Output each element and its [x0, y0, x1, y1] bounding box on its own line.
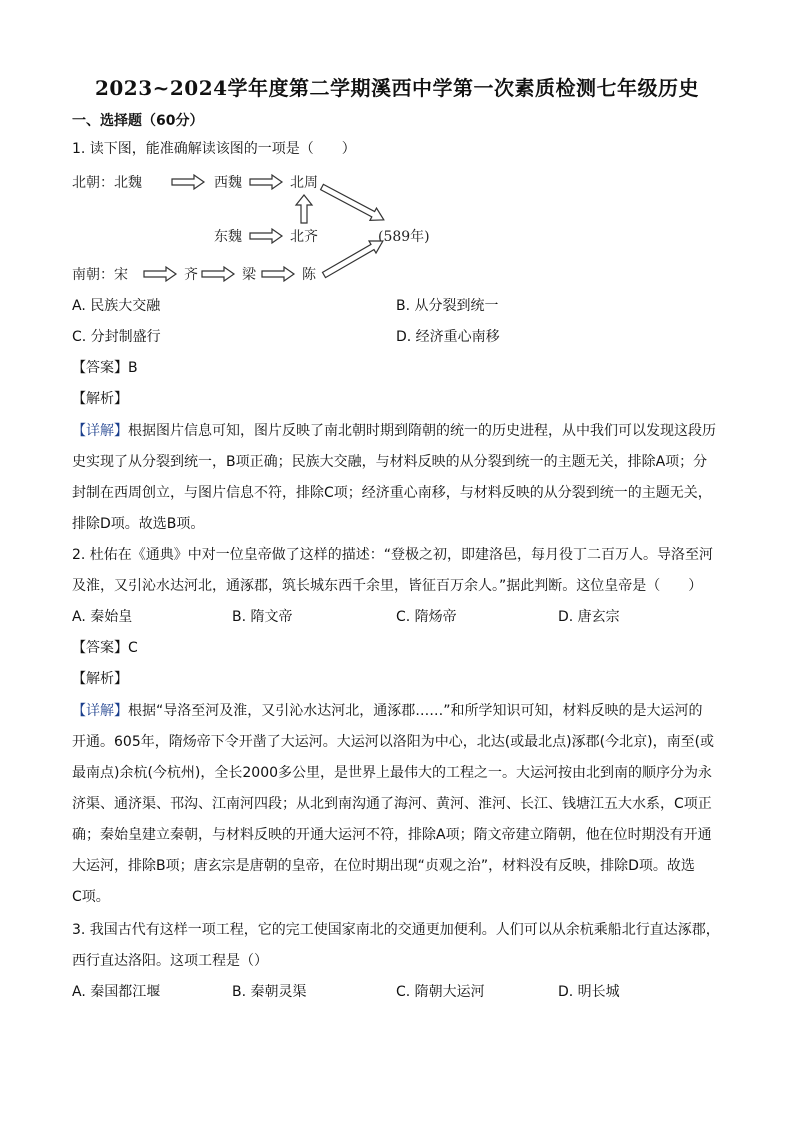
- q2-detail-line-3: 最南点)余杭(今杭州)，全长2000多公里，是世界上最伟大的工程之一。大运河按由北到南的顺序分为永: [72, 765, 713, 781]
- page-title: 2023~2024学年度第二学期溪西中学第一次素质检测七年级历史: [94, 76, 700, 100]
- label-north-zhou: 北周: [290, 175, 318, 191]
- label-chen: 陈: [302, 267, 316, 283]
- q2-stem-line-2: 及淮，又引沁水达河北，通涿郡，筑长城东西千余里，皆征百万余人。”据此判断。这位皇帝是（ ）: [72, 578, 703, 594]
- q2-stem-line-1: 2. 杜佑在《通典》中对一位皇帝做了这样的描述：“登极之初，即建洛邑，每月役丁二百万人。导洛至河: [72, 547, 714, 563]
- q2-option-d: D. 唐玄宗: [558, 609, 620, 625]
- arrow-diagonal-icon: [321, 235, 387, 281]
- q3-option-b: B. 秦朝灵渠: [232, 984, 307, 1000]
- q1-detail-line-2: 史实现了从分裂到统一，B项正确；民族大交融，与材料反映的从分裂到统一的主题无关，排除A项；分: [72, 454, 708, 470]
- q2-option-c: C. 隋炀帝: [396, 609, 457, 625]
- q2-detail-line-4: 济渠、通济渠、邗沟、江南河四段；从北到南沟通了海河、黄河、淮河、长江、钱塘江五大水系，C项正: [72, 796, 712, 812]
- q3-option-d: D. 明长城: [558, 984, 620, 1000]
- q2-detail-line-1: 【详解】根据“导洛至河及淮，又引沁水达河北，通涿郡……”和所学知识可知，材料反映的是大运河的: [72, 703, 703, 719]
- q2-detail-line-5: 确；秦始皇建立秦朝，与材料反映的开通大运河不符，排除A项；隋文帝建立隋朝，他在位时期没有开通: [72, 827, 712, 843]
- arrow-icon: [250, 229, 282, 243]
- q3-stem-line-1: 3. 我国古代有这样一项工程，它的完工使国家南北的交通更加便利。人们可以从余杭乘船北行直达涿郡，: [72, 922, 720, 938]
- detail-tag: 【详解】: [72, 703, 128, 719]
- q1-detail-line-4: 排除D项。故选B项。: [72, 516, 205, 532]
- q3-stem-line-2: 西行直达洛阳。这项工程是（）: [72, 953, 268, 969]
- q1-analysis-label: 【解析】: [72, 391, 128, 407]
- arrow-icon: [172, 175, 204, 189]
- arrow-icon: [144, 267, 176, 281]
- q1-stem: 1. 读下图，能准确解读该图的一项是（ ）: [72, 141, 356, 157]
- q1-option-d: D. 经济重心南移: [396, 329, 500, 345]
- label-liang: 梁: [242, 267, 256, 283]
- q3-option-c: C. 隋朝大运河: [396, 984, 485, 1000]
- arrow-icon: [262, 267, 294, 281]
- q2-analysis-label: 【解析】: [72, 671, 128, 687]
- q2-detail-line-7: C项。: [72, 889, 110, 905]
- label-north-qi: 北齐: [290, 229, 318, 245]
- q1-option-c: C. 分封制盛行: [72, 329, 161, 345]
- section-heading: 一、选择题（60分）: [72, 113, 204, 129]
- arrow-diagonal-icon: [319, 181, 387, 226]
- q1-option-a: A. 民族大交融: [72, 298, 161, 314]
- arrow-icon: [202, 267, 234, 281]
- q2-option-b: B. 隋文帝: [232, 609, 293, 625]
- dynasty-diagram: [68, 165, 448, 285]
- label-year-589: (589年): [378, 229, 430, 245]
- label-west-wei: 西魏: [214, 175, 242, 191]
- q2-option-a: A. 秦始皇: [72, 609, 133, 625]
- q1-option-b: B. 从分裂到统一: [396, 298, 499, 314]
- q2-detail-line-6: 大运河，排除B项；唐玄宗是唐朝的皇帝，在位时期出现“贞观之治”，材料没有反映，排除D项。故选: [72, 858, 695, 874]
- q1-detail-line-1: 【详解】根据图片信息可知，图片反映了南北朝时期到隋朝的统一的历史进程，从中我们可以发现这段历: [72, 423, 716, 439]
- arrow-icon: [250, 175, 282, 189]
- q2-answer: 【答案】C: [72, 640, 138, 656]
- north-label: 北朝：北魏: [72, 175, 142, 191]
- label-east-wei: 东魏: [214, 229, 242, 245]
- south-label: 南朝：宋: [72, 267, 128, 283]
- q3-option-a: A. 秦国都江堰: [72, 984, 161, 1000]
- q1-detail-line-3: 封制在西周创立，与图片信息不符，排除C项；经济重心南移，与材料反映的从分裂到统一的主题无关，: [72, 485, 712, 501]
- q2-detail-line-2: 开通。605年，隋炀帝下令开凿了大运河。大运河以洛阳为中心，北达(或最北点)涿郡(今北京)，南至(或: [72, 734, 715, 750]
- arrow-up-icon: [296, 195, 312, 223]
- q1-answer: 【答案】B: [72, 360, 138, 376]
- label-qi: 齐: [184, 267, 198, 283]
- detail-tag: 【详解】: [72, 423, 128, 439]
